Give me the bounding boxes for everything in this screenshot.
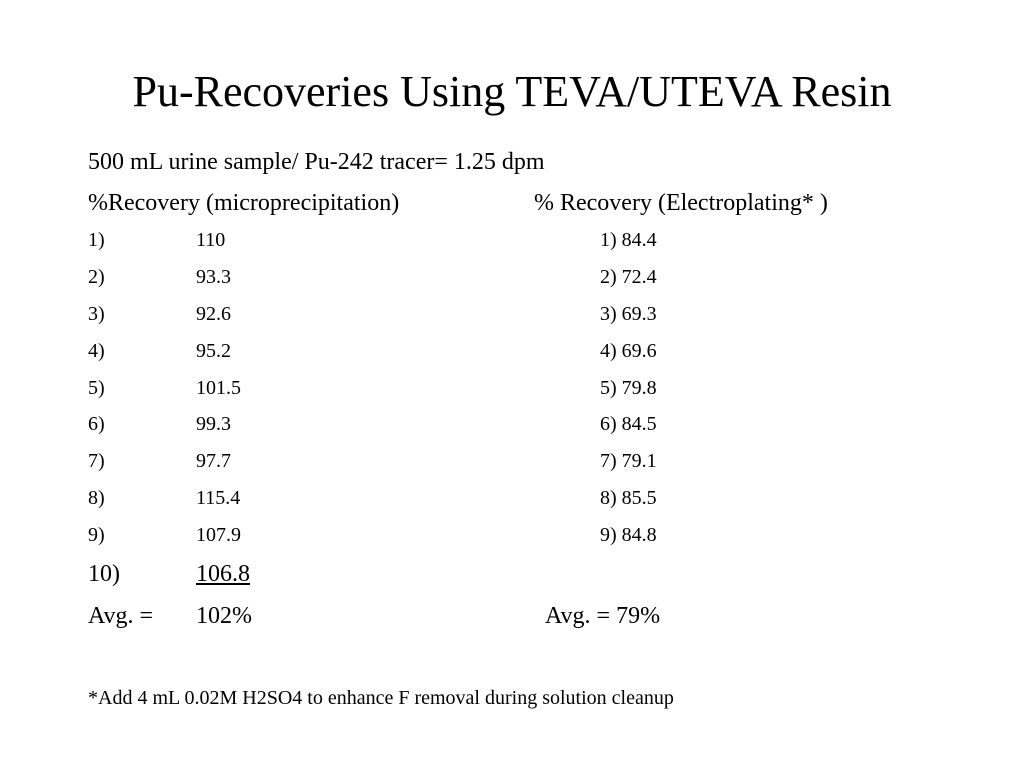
micro-row-value: 97.7 (196, 450, 231, 472)
micro-row-label: 6) (88, 413, 105, 435)
micro-row-label: 5) (88, 377, 105, 399)
electro-row: 8) 85.5 (600, 487, 657, 509)
electro-header: % Recovery (Electroplating* ) (534, 190, 828, 216)
micro-row-label: 3) (88, 303, 105, 325)
electro-row: 1) 84.4 (600, 229, 657, 251)
electro-avg: Avg. = 79% (545, 603, 661, 629)
micro-row-value: 95.2 (196, 340, 231, 362)
electro-row: 5) 79.8 (600, 377, 657, 399)
micro-row-value: 99.3 (196, 413, 231, 435)
micro-row-label: 7) (88, 450, 105, 472)
micro-row-label: 10) (88, 561, 120, 587)
micro-row-value: 115.4 (196, 487, 241, 509)
micro-row-label: 4) (88, 340, 105, 362)
micro-row-value: 93.3 (196, 266, 231, 288)
micro-avg-label: Avg. = (88, 603, 154, 629)
sample-info: 500 mL urine sample/ Pu-242 tracer= 1.25 dpm (88, 149, 545, 175)
micro-row-value: 92.6 (196, 303, 231, 325)
electro-row: 3) 69.3 (600, 303, 657, 325)
micro-row-label: 1) (88, 229, 105, 251)
micro-header: %Recovery (microprecipitation) (88, 190, 400, 216)
electro-row: 2) 72.4 (600, 266, 657, 288)
slide-title: Pu-Recoveries Using TEVA/UTEVA Resin (132, 67, 892, 116)
micro-row-value: 101.5 (196, 377, 241, 399)
micro-row-value: 110 (196, 229, 226, 251)
electro-row: 4) 69.6 (600, 340, 657, 362)
micro-row-value: 106.8 (196, 561, 250, 587)
micro-row-value: 107.9 (196, 524, 241, 546)
electro-row: 9) 84.8 (600, 524, 657, 546)
electro-row: 6) 84.5 (600, 413, 657, 435)
micro-row-label: 2) (88, 266, 105, 288)
electro-row: 7) 79.1 (600, 450, 657, 472)
footnote: *Add 4 mL 0.02M H2SO4 to enhance F removal during solution cleanup (88, 687, 674, 709)
micro-avg-value: 102% (196, 603, 252, 629)
micro-row-label: 8) (88, 487, 105, 509)
micro-row-label: 9) (88, 524, 105, 546)
